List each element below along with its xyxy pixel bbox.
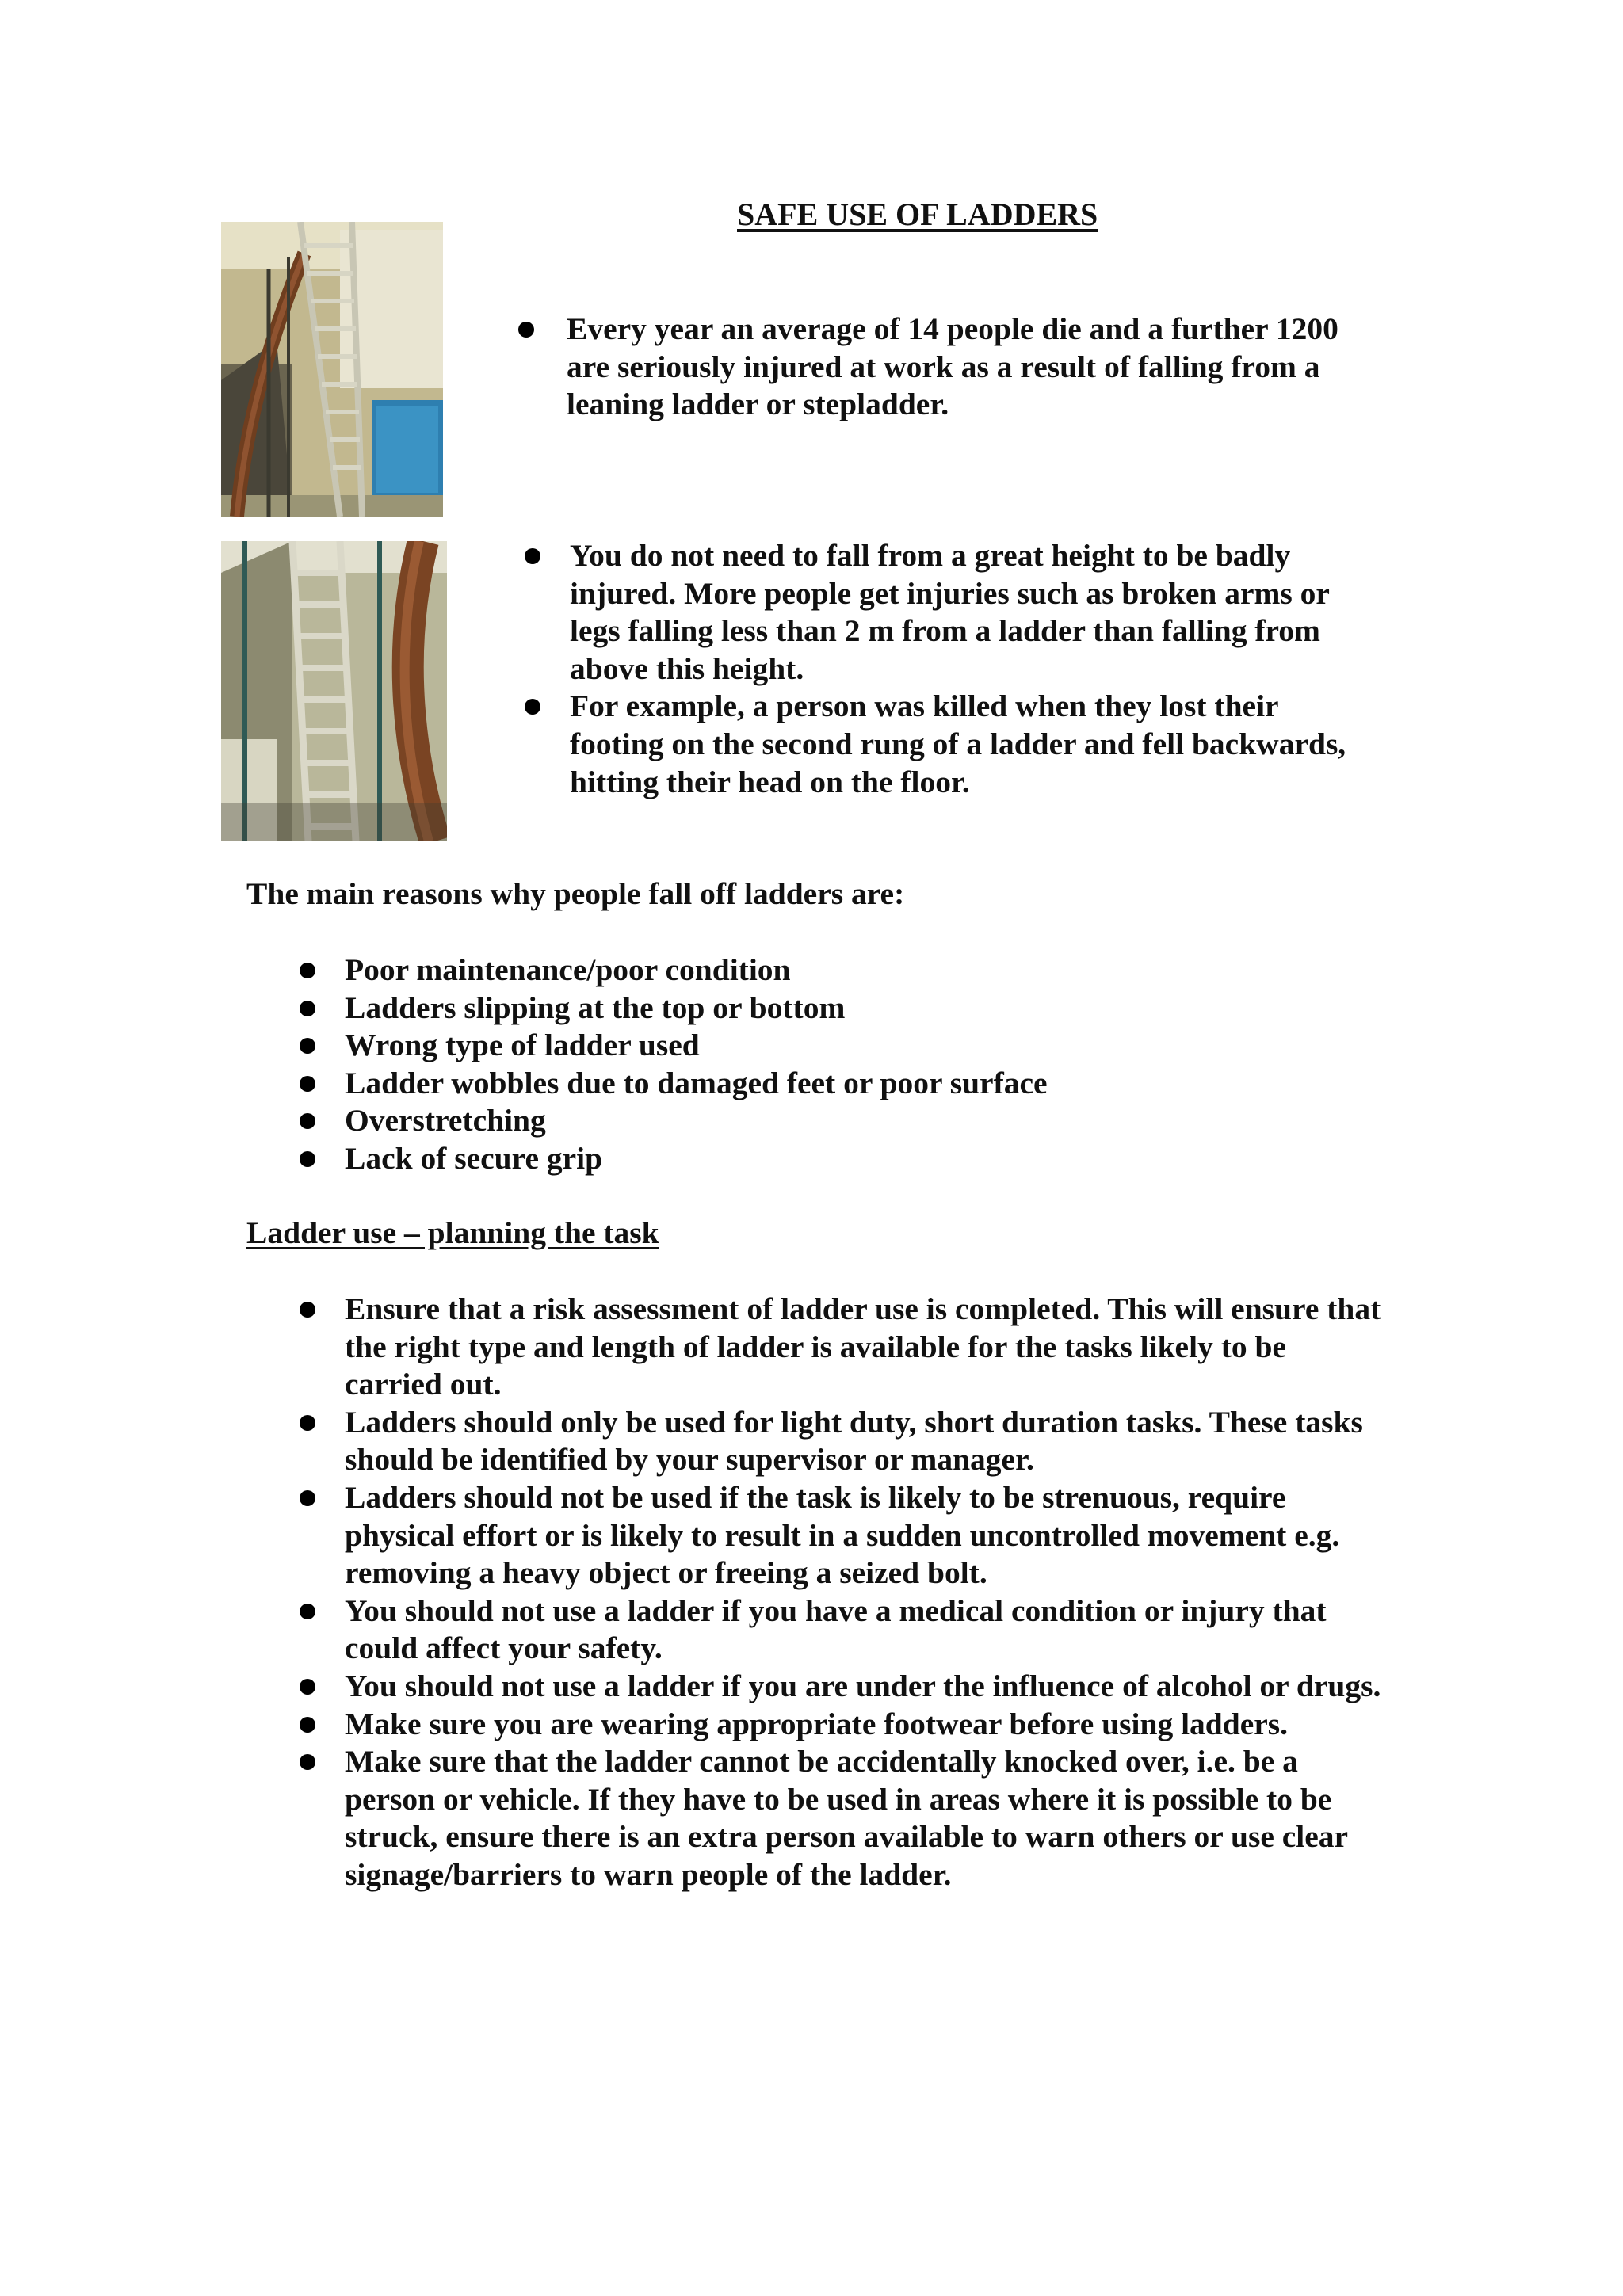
reason-item-text: Overstretching bbox=[345, 1103, 546, 1138]
planning-item bbox=[345, 1592, 1391, 1668]
height-bullet bbox=[570, 537, 1378, 688]
planning-item bbox=[345, 1479, 1391, 1592]
planning-item bbox=[345, 1743, 1391, 1894]
bullet-icon bbox=[300, 1302, 315, 1318]
bullet-icon bbox=[300, 1490, 315, 1506]
reasons-list bbox=[345, 952, 1391, 1178]
height-bullet-text: You do not need to fall from a great height to be badly injured. More people get injuries such as broken arms or legs falling less than 2 m from a ladder than falling from above this height. bbox=[570, 538, 1330, 686]
intro-bullet-text: Every year an average of 14 people die and a further 1200 are seriously injured at work as a result of falling from a leaning ladder or stepladder. bbox=[567, 311, 1338, 422]
height-bullet-list bbox=[570, 537, 1378, 801]
ladder-photo-looking-up-drawing bbox=[221, 541, 447, 841]
bullet-icon bbox=[300, 1754, 315, 1770]
planning-item-text: Ladders should only be used for light duty, short duration tasks. These tasks should be identified by your supervisor or manager. bbox=[345, 1404, 1363, 1478]
reason-item-text: Lack of secure grip bbox=[345, 1140, 603, 1176]
reason-item-text: Poor maintenance/poor condition bbox=[345, 952, 791, 987]
bullet-icon bbox=[300, 1679, 315, 1695]
height-bullet-text: For example, a person was killed when they lost their footing on the second rung of a ladder and fell backwards, hitting their head on the floor. bbox=[570, 688, 1346, 799]
reason-item bbox=[345, 952, 1391, 990]
ladder-photo-stairwell-drawing bbox=[221, 222, 443, 517]
bullet-icon bbox=[300, 963, 315, 978]
planning-item-text: Ensure that a risk assessment of ladder use is completed. This will ensure that the right type and length of ladder is available for the tasks likely to be carried out. bbox=[345, 1291, 1381, 1402]
reason-item bbox=[345, 990, 1391, 1028]
planning-item bbox=[345, 1668, 1391, 1706]
bullet-icon bbox=[300, 1113, 315, 1129]
bullet-icon bbox=[300, 1076, 315, 1092]
reason-item-text: Ladders slipping at the top or bottom bbox=[345, 990, 846, 1025]
planning-item-text: Make sure that the ladder cannot be accidentally knocked over, i.e. be a person or vehicle. If they have to be used in areas where it is possible to be struck, ensure there is an extra person available to warn others or use clear signage/barriers to warn people of the ladder. bbox=[345, 1744, 1348, 1892]
bullet-icon bbox=[300, 1038, 315, 1054]
planning-item bbox=[345, 1706, 1391, 1744]
bullet-icon bbox=[300, 1604, 315, 1619]
bullet-icon bbox=[300, 1151, 315, 1167]
planning-item bbox=[345, 1404, 1391, 1479]
ladder-photo-looking-up bbox=[221, 541, 447, 841]
bullet-icon bbox=[518, 322, 534, 338]
bullet-icon bbox=[525, 699, 540, 715]
reasons-heading: The main reasons why people fall off ladders are: bbox=[246, 876, 905, 911]
page-title: SAFE USE OF LADDERS bbox=[737, 196, 1098, 232]
planning-item-text: Ladders should not be used if the task is likely to be strenuous, require physical effort or is likely to result in a sudden uncontrolled movement e.g. removing a heavy object or freeing a seized bolt. bbox=[345, 1479, 1340, 1591]
reason-item bbox=[345, 1102, 1391, 1140]
planning-list bbox=[345, 1291, 1391, 1894]
intro-bullet bbox=[567, 311, 1383, 424]
reason-item-text: Ladder wobbles due to damaged feet or poor surface bbox=[345, 1065, 1048, 1100]
planning-item-text: Make sure you are wearing appropriate footwear before using ladders. bbox=[345, 1706, 1289, 1741]
reason-item-text: Wrong type of ladder used bbox=[345, 1028, 700, 1063]
ladder-photo-stairwell bbox=[221, 222, 443, 517]
bullet-icon bbox=[525, 548, 540, 564]
reason-item bbox=[345, 1027, 1391, 1065]
bullet-icon bbox=[300, 1415, 315, 1431]
planning-item-text: You should not use a ladder if you have a medical condition or injury that could affect your safety. bbox=[345, 1592, 1327, 1666]
height-bullet bbox=[570, 688, 1378, 801]
planning-item bbox=[345, 1291, 1391, 1404]
planning-heading: Ladder use – planning the task bbox=[246, 1215, 659, 1250]
reason-item bbox=[345, 1065, 1391, 1103]
bullet-icon bbox=[300, 1001, 315, 1016]
reason-item bbox=[345, 1140, 1391, 1178]
bullet-icon bbox=[300, 1717, 315, 1733]
planning-item-text: You should not use a ladder if you are under the influence of alcohol or drugs. bbox=[345, 1668, 1381, 1703]
intro-bullet-list bbox=[567, 311, 1383, 424]
